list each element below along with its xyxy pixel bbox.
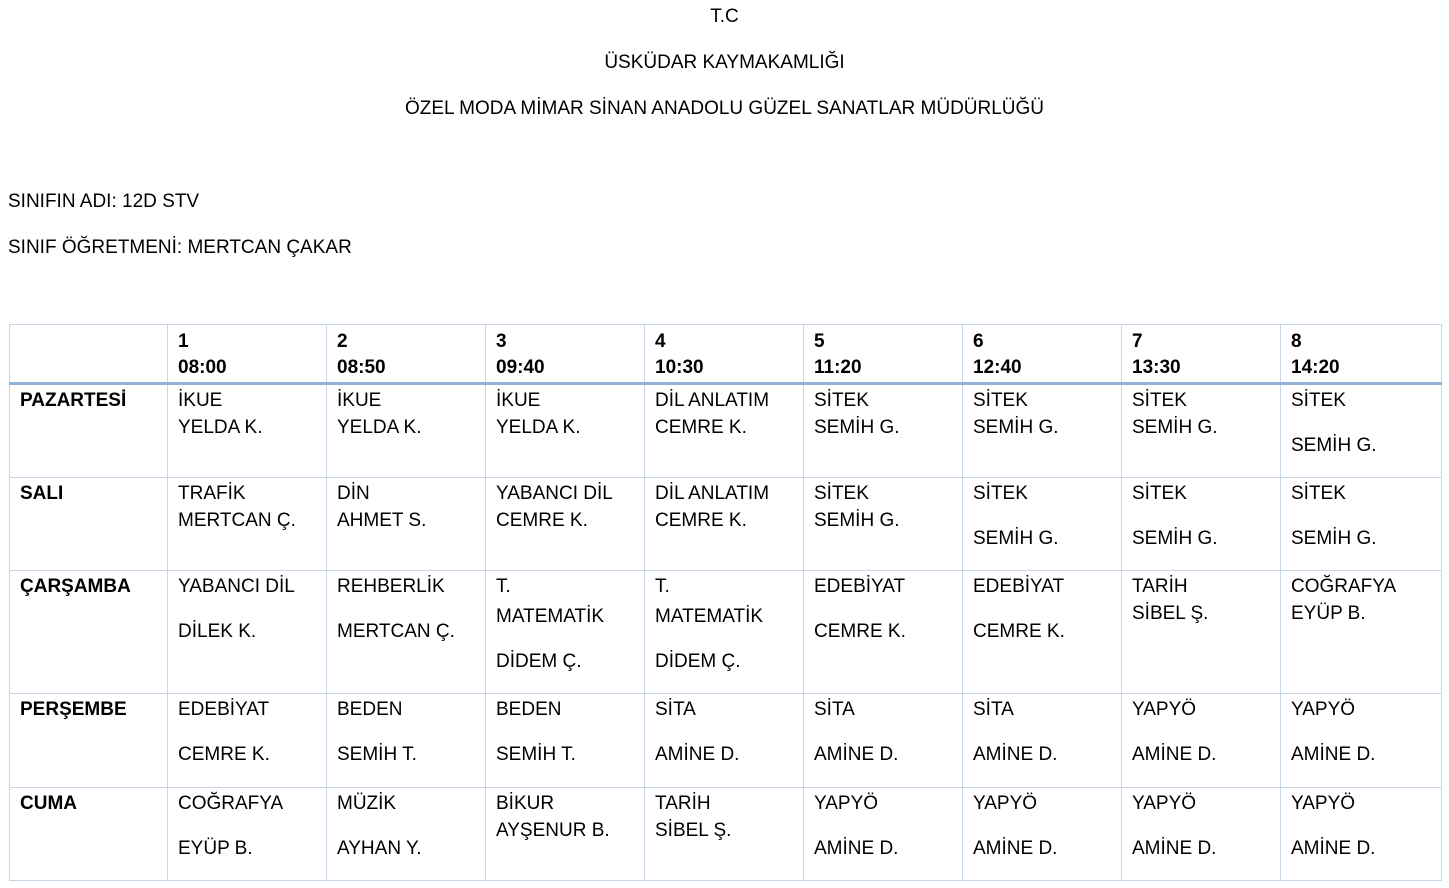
lesson-subject-line2: MATEMATİK <box>496 606 605 627</box>
lesson-subject: T. <box>496 576 511 597</box>
slot-number: 5 <box>814 331 825 352</box>
day-name: ÇARŞAMBA <box>10 571 168 694</box>
lesson-subject: EDEBİYAT <box>178 699 270 720</box>
lesson-subject: DİN <box>337 483 370 504</box>
day-row-persembe <box>10 694 1442 788</box>
slot-time: 08:00 <box>178 357 227 378</box>
lesson-subject: SİTEK <box>814 483 869 504</box>
slot-number: 8 <box>1291 331 1302 352</box>
corner-cell <box>10 325 168 384</box>
lesson-subject: YAPYÖ <box>1132 699 1197 720</box>
slot-number: 2 <box>337 331 348 352</box>
lesson-cell <box>1122 571 1281 694</box>
lesson-cell <box>327 694 486 788</box>
lesson-cell <box>486 478 645 571</box>
lesson-subject: SİTEK <box>1132 390 1187 411</box>
lesson-teacher: EYÜP B. <box>178 838 253 859</box>
slot-time: 13:30 <box>1132 357 1181 378</box>
lesson-subject: EDEBİYAT <box>814 576 906 597</box>
lesson-cell <box>645 694 804 788</box>
lesson-cell <box>486 788 645 881</box>
lesson-cell <box>1281 478 1442 571</box>
lesson-teacher: SEMİH G. <box>814 510 900 531</box>
lesson-teacher: MERTCAN Ç. <box>337 621 455 642</box>
lesson-subject: COĞRAFYA <box>178 793 284 814</box>
lesson-teacher: SEMİH G. <box>1291 528 1377 549</box>
lesson-subject: T. <box>655 576 670 597</box>
lesson-cell <box>804 478 963 571</box>
lesson-cell <box>327 478 486 571</box>
lesson-subject: YAPYÖ <box>1291 793 1356 814</box>
lesson-teacher: SEMİH G. <box>1291 435 1377 456</box>
lesson-cell <box>1122 478 1281 571</box>
lesson-subject: YAPYÖ <box>973 793 1038 814</box>
slot-header-8 <box>1281 325 1442 384</box>
day-name: PAZARTESİ <box>10 384 168 478</box>
lesson-cell <box>1281 384 1442 478</box>
lesson-subject: İKUE <box>337 390 382 411</box>
lesson-subject: YAPYÖ <box>814 793 879 814</box>
lesson-cell <box>168 478 327 571</box>
header-school-name: ÖZEL MODA MİMAR SİNAN ANADOLU GÜZEL SANATLAR MÜDÜRLÜĞÜ <box>404 98 1045 119</box>
slot-number: 4 <box>655 331 666 352</box>
lesson-teacher: AMİNE D. <box>814 744 899 765</box>
lesson-teacher: AMİNE D. <box>1291 744 1376 765</box>
header-kaymakamlik: ÜSKÜDAR KAYMAKAMLIĞI <box>604 52 845 73</box>
lesson-cell <box>1281 788 1442 881</box>
day-name: PERŞEMBE <box>10 694 168 788</box>
lesson-teacher: SEMİH T. <box>337 744 417 765</box>
lesson-teacher: SEMİH G. <box>1132 417 1218 438</box>
lesson-teacher: AMİNE D. <box>1132 838 1217 859</box>
lesson-subject: BEDEN <box>496 699 562 720</box>
lesson-teacher: DİDEM Ç. <box>496 651 582 672</box>
lesson-subject: REHBERLİK <box>337 576 445 597</box>
lesson-subject: DİL ANLATIM <box>655 390 770 411</box>
lesson-cell <box>1281 571 1442 694</box>
lesson-teacher: EYÜP B. <box>1291 603 1366 624</box>
lesson-subject: BEDEN <box>337 699 403 720</box>
slot-header-1 <box>168 325 327 384</box>
lesson-cell <box>168 694 327 788</box>
slot-header-5 <box>804 325 963 384</box>
lesson-teacher: SEMİH G. <box>973 528 1059 549</box>
lesson-cell <box>486 694 645 788</box>
slot-time: 09:40 <box>496 357 545 378</box>
lesson-subject: COĞRAFYA <box>1291 576 1397 597</box>
day-name: SALI <box>10 478 168 571</box>
lesson-cell <box>963 694 1122 788</box>
day-row-sali <box>10 478 1442 571</box>
lesson-subject: SİTEK <box>973 390 1028 411</box>
lesson-subject: TARİH <box>1132 576 1188 597</box>
day-name: CUMA <box>10 788 168 881</box>
lesson-cell <box>486 571 645 694</box>
lesson-subject: DİL ANLATIM <box>655 483 770 504</box>
lesson-subject: YAPYÖ <box>1291 699 1356 720</box>
slot-time: 10:30 <box>655 357 704 378</box>
slot-number: 3 <box>496 331 507 352</box>
lesson-cell <box>804 788 963 881</box>
lesson-teacher: YELDA K. <box>178 417 263 438</box>
schedule-header-row <box>10 325 1442 384</box>
lesson-teacher: SEMİH T. <box>496 744 576 765</box>
lesson-subject: SİTEK <box>1132 483 1187 504</box>
lesson-teacher: CEMRE K. <box>655 510 747 531</box>
lesson-cell <box>1281 694 1442 788</box>
lesson-cell <box>327 384 486 478</box>
lesson-teacher: AMİNE D. <box>973 838 1058 859</box>
class-name: SINIFIN ADI: 12D STV <box>8 191 200 212</box>
lesson-cell <box>963 478 1122 571</box>
lesson-cell <box>645 478 804 571</box>
slot-time: 12:40 <box>973 357 1022 378</box>
day-row-cuma <box>10 788 1442 881</box>
lesson-subject: İKUE <box>496 390 541 411</box>
lesson-teacher: AMİNE D. <box>655 744 740 765</box>
lesson-subject: SİTEK <box>1291 483 1346 504</box>
lesson-teacher: CEMRE K. <box>655 417 747 438</box>
slot-time: 08:50 <box>337 357 386 378</box>
day-row-carsamba <box>10 571 1442 694</box>
lesson-cell <box>963 384 1122 478</box>
slot-header-3 <box>486 325 645 384</box>
lesson-cell <box>327 571 486 694</box>
lesson-cell <box>804 571 963 694</box>
schedule-table <box>9 324 1442 881</box>
lesson-subject: SİTA <box>655 699 696 720</box>
lesson-cell <box>327 788 486 881</box>
slot-number: 6 <box>973 331 984 352</box>
lesson-subject: SİTEK <box>973 483 1028 504</box>
lesson-subject: SİTA <box>814 699 855 720</box>
slot-number: 7 <box>1132 331 1143 352</box>
lesson-cell <box>486 384 645 478</box>
slot-number: 1 <box>178 331 189 352</box>
day-row-pazartesi <box>10 384 1442 478</box>
lesson-subject: BİKUR <box>496 793 555 814</box>
lesson-cell <box>1122 788 1281 881</box>
lesson-cell <box>168 788 327 881</box>
lesson-cell <box>963 571 1122 694</box>
lesson-subject: İKUE <box>178 390 223 411</box>
slot-time: 11:20 <box>814 357 862 378</box>
lesson-cell <box>804 384 963 478</box>
lesson-teacher: YELDA K. <box>337 417 422 438</box>
lesson-teacher: AHMET S. <box>337 510 427 531</box>
lesson-subject: TRAFİK <box>178 483 246 504</box>
lesson-subject: SİTA <box>973 699 1014 720</box>
lesson-teacher: CEMRE K. <box>973 621 1065 642</box>
lesson-teacher: AMİNE D. <box>1132 744 1217 765</box>
lesson-teacher: SİBEL Ş. <box>1132 603 1209 624</box>
lesson-cell <box>168 384 327 478</box>
slot-header-6 <box>963 325 1122 384</box>
lesson-cell <box>963 788 1122 881</box>
lesson-teacher: SEMİH G. <box>814 417 900 438</box>
lesson-teacher: AYŞENUR B. <box>496 820 610 841</box>
lesson-cell <box>645 384 804 478</box>
slot-header-4 <box>645 325 804 384</box>
lesson-subject: TARİH <box>655 793 711 814</box>
class-teacher: SINIF ÖĞRETMENİ: MERTCAN ÇAKAR <box>8 237 352 258</box>
lesson-teacher: SİBEL Ş. <box>655 820 732 841</box>
header-tc: T.C <box>710 6 739 27</box>
lesson-teacher: YELDA K. <box>496 417 581 438</box>
lesson-subject-line2: MATEMATİK <box>655 606 764 627</box>
lesson-teacher: AYHAN Y. <box>337 838 422 859</box>
lesson-teacher: AMİNE D. <box>814 838 899 859</box>
lesson-cell <box>168 571 327 694</box>
lesson-subject: YAPYÖ <box>1132 793 1197 814</box>
lesson-subject: MÜZİK <box>337 793 397 814</box>
lesson-cell <box>645 788 804 881</box>
lesson-teacher: SEMİH G. <box>1132 528 1218 549</box>
lesson-subject: EDEBİYAT <box>973 576 1065 597</box>
lesson-teacher: AMİNE D. <box>973 744 1058 765</box>
slot-header-2 <box>327 325 486 384</box>
lesson-teacher: CEMRE K. <box>814 621 906 642</box>
slot-header-7 <box>1122 325 1281 384</box>
lesson-cell <box>1122 384 1281 478</box>
lesson-subject: SİTEK <box>1291 390 1346 411</box>
lesson-cell <box>804 694 963 788</box>
lesson-teacher: CEMRE K. <box>178 744 270 765</box>
lesson-subject: YABANCI DİL <box>496 483 613 504</box>
lesson-teacher: MERTCAN Ç. <box>178 510 296 531</box>
lesson-teacher: SEMİH G. <box>973 417 1059 438</box>
lesson-teacher: CEMRE K. <box>496 510 588 531</box>
lesson-cell <box>645 571 804 694</box>
lesson-teacher: DİLEK K. <box>178 621 257 642</box>
lesson-subject: SİTEK <box>814 390 869 411</box>
lesson-teacher: AMİNE D. <box>1291 838 1376 859</box>
lesson-subject: YABANCI DİL <box>178 576 295 597</box>
lesson-teacher: DİDEM Ç. <box>655 651 741 672</box>
lesson-cell <box>1122 694 1281 788</box>
slot-time: 14:20 <box>1291 357 1340 378</box>
